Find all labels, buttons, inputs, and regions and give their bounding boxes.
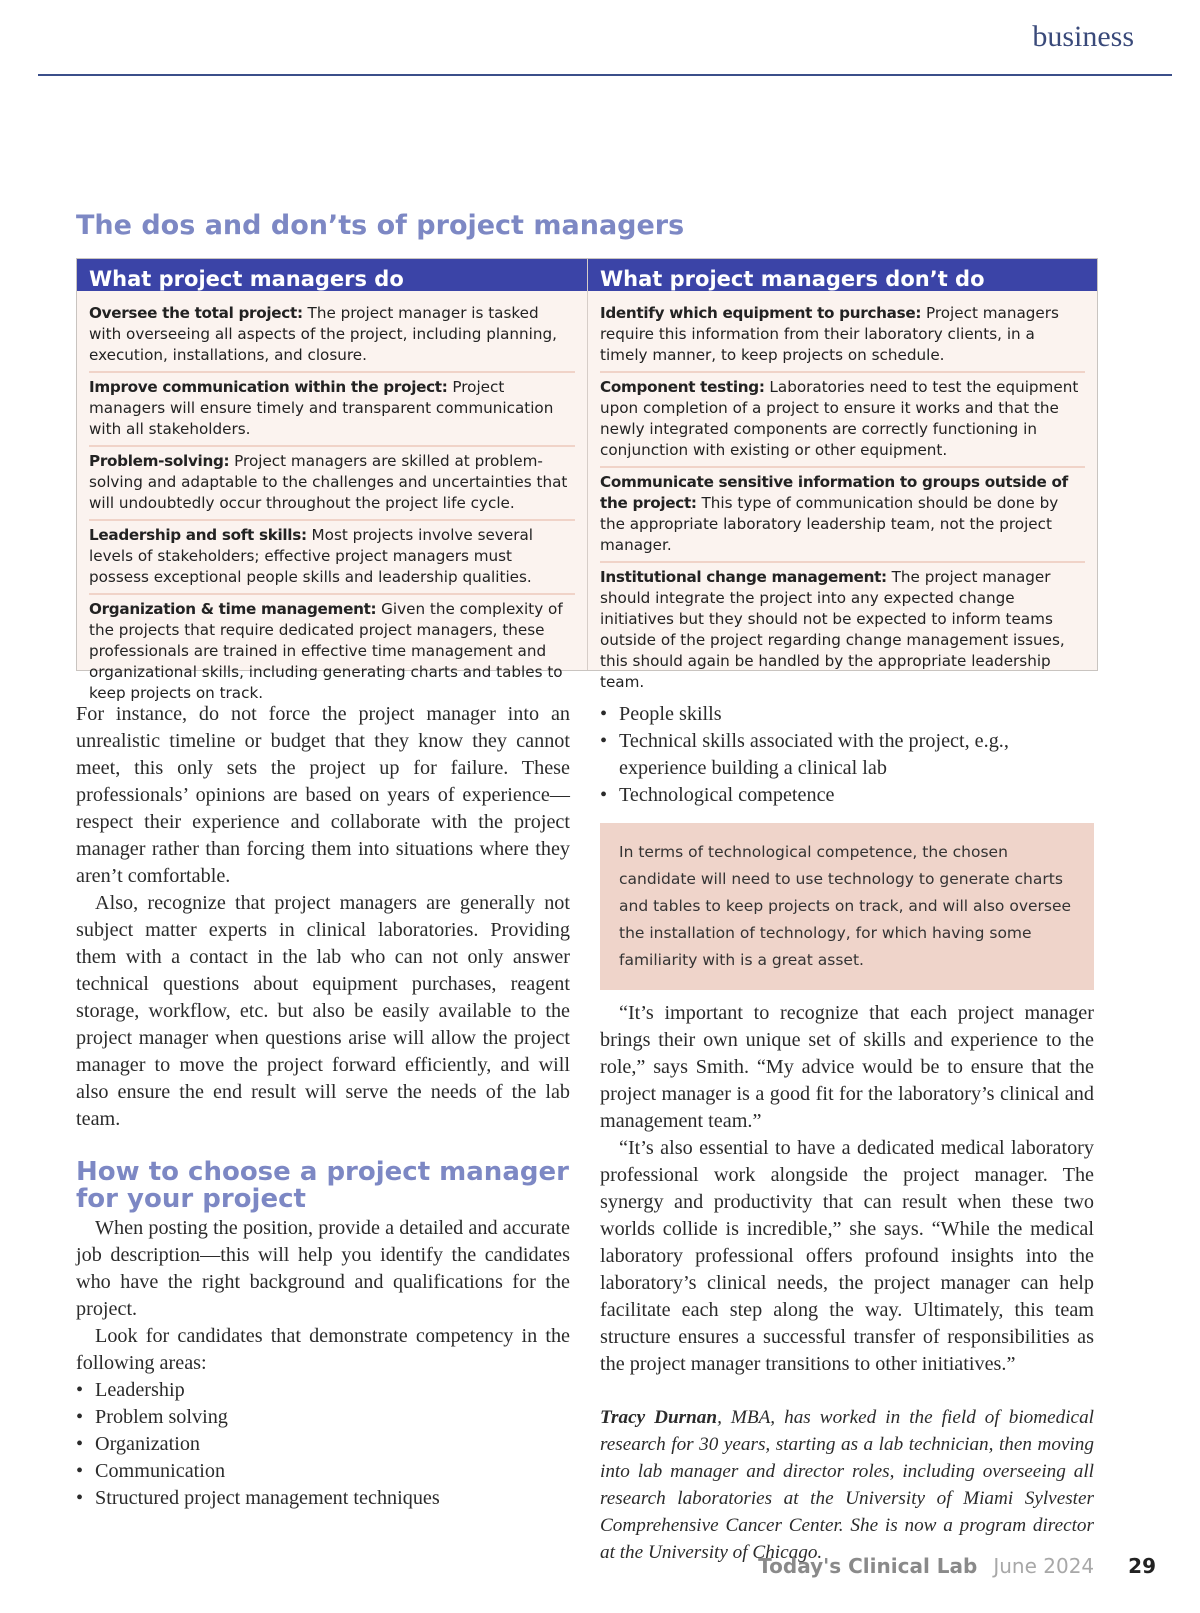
do-item: Problem-solving: Project managers are skilled at problem-solving and adaptable to the challenges and uncertainties that will undoubtedly occur throughout the project life cycle. (89, 447, 575, 521)
competency-list (76, 1377, 570, 1512)
list-item: • People skills (600, 701, 1094, 728)
list-item: • Structured project management techniques (76, 1485, 570, 1512)
body-paragraph: Look for candidates that demonstrate competency in the following areas: (76, 1325, 570, 1374)
body-paragraph: “It’s also essential to have a dedicated medical laboratory professional work alongside the project manager. The synergy and productivity that can result when these two worlds collide is incredible,” she says. “While the medical laboratory professional offers profound insights into the laboratory’s clinical needs, the project manager can help facilitate each step along the way. Ultimately, this team structure ensures a successful transfer of responsibilities as the project manager transitions to other initiatives.” (600, 1137, 1094, 1375)
page-number: 29 (1128, 1554, 1156, 1578)
body-paragraph: “It’s important to recognize that each project manager brings their own unique set of skills and experience to the role,” says Smith. “My advice would be to ensure that the project manager is a good fit for the laboratory’s clinical and management team.” (600, 1002, 1094, 1132)
sidebar-title: The dos and don’ts of project managers (76, 210, 685, 241)
dont-item: Communicate sensitive information to groups outside of the project: This type of communication should be done by the appropriate laboratory leadership team, not the project manager. (600, 468, 1085, 563)
list-item: • Technical skills associated with the project, e.g., experience building a clinical lab (600, 728, 1094, 782)
page-footer (758, 1554, 1156, 1578)
body-paragraph: Also, recognize that project managers are generally not subject matter experts in clinical laboratories. Providing them with a contact in the lab who can not only answer technical questions about equipment purchases, reagent storage, workflow, etc. but also be easily available to the project manager when questions arise will allow the project manager to move the project forward efficiently, and will also ensure the end result will serve the needs of the lab team. (76, 892, 570, 1130)
section-label: business (1032, 20, 1134, 53)
callout-box: In terms of technological competence, the chosen candidate will need to use technology to generate charts and tables to keep projects on track, and will also oversee the installation of technology, for which having some familiarity with is a great asset. (600, 823, 1094, 990)
article-column-left (76, 701, 570, 1512)
dont-item: Identify which equipment to purchase: Project managers require this information from their laboratory clients, in a timely manner, to keep projects on schedule. (600, 299, 1085, 373)
do-item: Oversee the total project: The project manager is tasked with overseeing all aspects of the project, including planning, execution, installations, and closure. (89, 299, 575, 373)
do-item: Improve communication within the project: Project managers will ensure timely and transparent communication with all stakeholders. (89, 373, 575, 447)
dont-item: Component testing: Laboratories need to test the equipment upon completion of a project to ensure it works and that the newly integrated components are correctly functioning in conjunction with existing or other equipment. (600, 373, 1085, 468)
section-heading: How to choose a project manager for your project (76, 1157, 569, 1214)
list-item: • Communication (76, 1458, 570, 1485)
do-item: Leadership and soft skills: Most projects involve several levels of stakeholders; effective project managers must possess exceptional people skills and leadership qualities. (89, 521, 575, 595)
header-rule (38, 74, 1172, 76)
list-item: • Technological competence (600, 782, 1094, 809)
dont-item: Institutional change management: The project manager should integrate the project into any expected change initiatives but they should not be expected to inform teams outside of the project regarding change management issues, this should again be handled by the appropriate leadership team. (600, 568, 1065, 691)
list-item: • Problem solving (76, 1404, 570, 1431)
do-column (77, 259, 587, 702)
dos-donts-table (76, 258, 1098, 702)
do-column-header: What project managers do (77, 259, 587, 291)
issue-date: June 2024 (993, 1554, 1095, 1578)
article-column-right (600, 701, 1094, 1566)
author-name: Tracy Durnan (600, 1407, 718, 1428)
dont-column-header: What project managers don’t do (588, 259, 1097, 291)
author-bio: Tracy Durnan, MBA, has worked in the field of biomedical research for 30 years, starting as a lab technician, then moving into lab manager and director roles, including overseeing all research laboratories at the University of Miami Sylvester Comprehensive Cancer Center. She is now a program director at the University of Chicago. (600, 1407, 1094, 1563)
do-item: Organization & time management: Given the complexity of the projects that require dedicated project managers, these professionals are trained in effective time management and organizational skills, including generating charts and tables to keep projects on track. (89, 600, 563, 702)
competency-list-continued (600, 701, 1094, 809)
list-item: • Leadership (76, 1377, 570, 1404)
list-item: • Organization (76, 1431, 570, 1458)
dont-column (587, 259, 1097, 691)
body-paragraph: For instance, do not force the project manager into an unrealistic timeline or budget that they know they cannot meet, this only sets the project up for failure. These professionals’ opinions are based on years of experience—respect their experience and collaborate with the project manager rather than forcing them into situations where they aren’t comfortable. (76, 703, 570, 887)
publication-name: Today's Clinical Lab (758, 1554, 978, 1578)
body-paragraph: When posting the position, provide a detailed and accurate job description—this will help you identify the candidates who have the right background and qualifications for the project. (76, 1217, 570, 1320)
